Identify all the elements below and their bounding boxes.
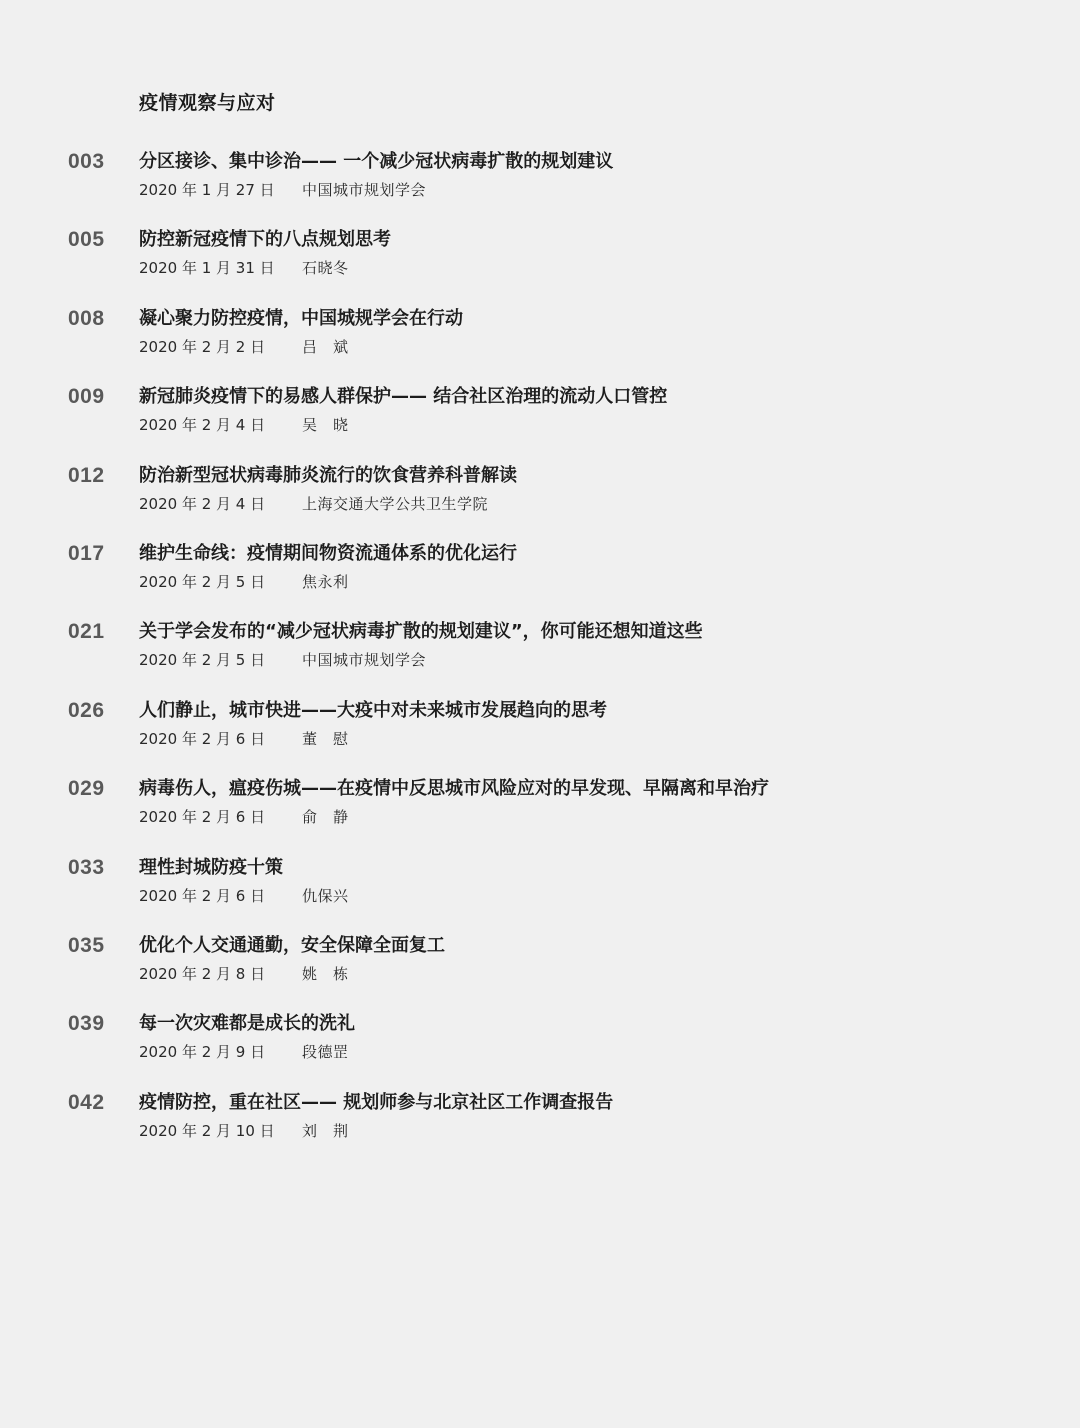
entry-date: 2020 年 1 月 27 日 — [139, 181, 275, 199]
entry-date: 2020 年 2 月 6 日 — [139, 729, 266, 748]
entry-title[interactable]: 优化个人交通通勤，安全保障全面复工 — [139, 934, 445, 956]
entry-author: 仇保兴 — [302, 886, 349, 905]
entry-date: 2020 年 2 月 8 日 — [139, 964, 266, 983]
entry-title[interactable]: 分区接诊、集中诊治—— 一个减少冠状病毒扩散的规划建议 — [139, 151, 614, 172]
entry-title[interactable]: 关于学会发布的“减少冠状病毒扩散的规划建议”，你可能还想知道这些 — [139, 621, 703, 643]
toc-entry[interactable] — [0, 148, 1080, 226]
toc-entry[interactable] — [0, 226, 1080, 304]
page-number: 021 — [68, 620, 105, 644]
page-number: 035 — [68, 933, 105, 957]
entry-author: 焦永利 — [302, 572, 349, 591]
entry-author: 刘 荆 — [302, 1121, 349, 1140]
entry-author: 石晓冬 — [302, 259, 349, 278]
section-title: 疫情观察与应对 — [139, 92, 276, 114]
entry-title[interactable]: 理性封城防疫十策 — [139, 856, 283, 878]
entry-title[interactable]: 病毒伤人，瘟疫伤城——在疫情中反思城市风险应对的早发现、早隔离和早治疗 — [139, 778, 769, 800]
toc-entry[interactable] — [0, 305, 1080, 383]
toc-list — [0, 148, 1080, 1167]
entry-date: 2020 年 2 月 6 日 — [139, 886, 266, 905]
entry-author: 吕 斌 — [302, 337, 349, 356]
entry-author: 中国城市规划学会 — [302, 651, 427, 670]
entry-date: 2020 年 2 月 2 日 — [139, 337, 266, 356]
entry-date: 2020 年 2 月 10 日 — [139, 1121, 275, 1140]
entry-author: 姚 栋 — [302, 964, 349, 983]
entry-author: 俞 静 — [302, 808, 349, 827]
entry-title[interactable]: 凝心聚力防控疫情，中国城规学会在行动 — [139, 307, 463, 329]
toc-entry[interactable] — [0, 383, 1080, 461]
page-number: 029 — [68, 777, 105, 801]
toc-entry[interactable] — [0, 618, 1080, 696]
entry-date: 2020 年 2 月 4 日 — [139, 494, 266, 513]
entry-date: 2020 年 2 月 9 日 — [139, 1043, 266, 1062]
entry-date: 2020 年 2 月 5 日 — [139, 651, 266, 670]
entry-author: 董 慰 — [302, 729, 349, 748]
entry-title[interactable]: 疫情防控，重在社区—— 规划师参与北京社区工作调查报告 — [139, 1091, 614, 1113]
page-number: 005 — [68, 228, 105, 252]
toc-entry[interactable] — [0, 854, 1080, 932]
entry-date: 2020 年 2 月 4 日 — [139, 416, 266, 435]
toc-entry[interactable] — [0, 1089, 1080, 1167]
entry-title[interactable]: 防控新冠疫情下的八点规划思考 — [139, 229, 391, 251]
page-number: 008 — [68, 306, 105, 330]
toc-entry[interactable] — [0, 932, 1080, 1010]
entry-title[interactable]: 防治新型冠状病毒肺炎流行的饮食营养科普解读 — [139, 464, 517, 486]
toc-entry[interactable] — [0, 697, 1080, 775]
page-number: 012 — [68, 463, 105, 487]
toc-entry[interactable] — [0, 775, 1080, 853]
entry-author: 中国城市规划学会 — [302, 181, 427, 199]
page-number: 003 — [68, 150, 105, 173]
page-number: 033 — [68, 855, 105, 879]
page-number: 026 — [68, 698, 105, 722]
page-number: 017 — [68, 541, 105, 565]
entry-author: 段德罡 — [302, 1043, 349, 1062]
entry-date: 2020 年 2 月 5 日 — [139, 572, 266, 591]
toc-entry[interactable] — [0, 1010, 1080, 1088]
entry-date: 2020 年 1 月 31 日 — [139, 259, 275, 278]
entry-title[interactable]: 新冠肺炎疫情下的易感人群保护—— 结合社区治理的流动人口管控 — [139, 386, 668, 408]
entry-title[interactable]: 维护生命线：疫情期间物资流通体系的优化运行 — [139, 542, 517, 564]
entry-title[interactable]: 人们静止，城市快进——大疫中对未来城市发展趋向的思考 — [139, 699, 607, 721]
entry-author: 吴 晓 — [302, 416, 349, 435]
page-number: 039 — [68, 1012, 105, 1036]
entry-date: 2020 年 2 月 6 日 — [139, 808, 266, 827]
page-number: 042 — [68, 1090, 105, 1114]
entry-title[interactable]: 每一次灾难都是成长的洗礼 — [139, 1013, 355, 1035]
entry-author: 上海交通大学公共卫生学院 — [302, 494, 489, 513]
page-number: 009 — [68, 385, 105, 409]
toc-entry[interactable] — [0, 540, 1080, 618]
toc-entry[interactable] — [0, 462, 1080, 540]
